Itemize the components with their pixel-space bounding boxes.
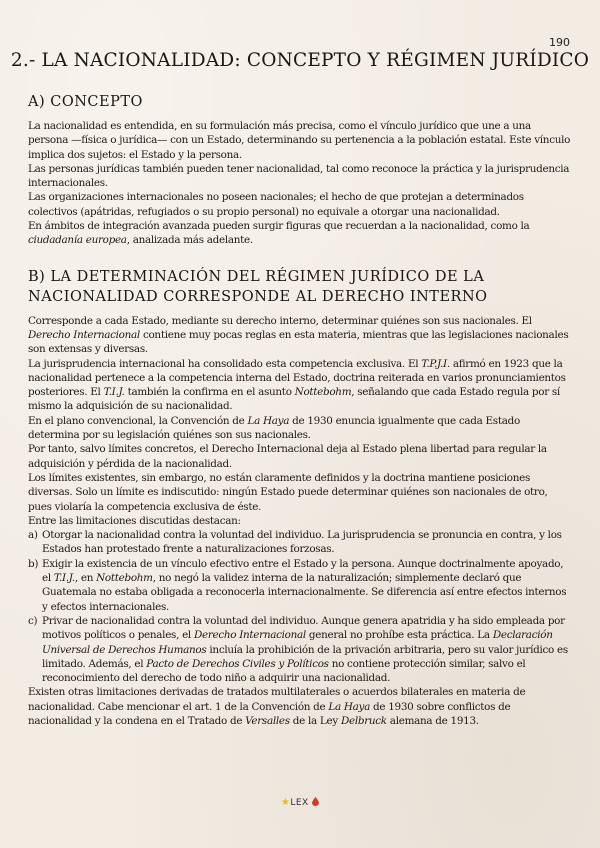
paragraph: Corresponde a cada Estado, mediante su derecho interno, determinar quiénes son sus nacionales. El Derecho Internacional contiene muy pocas reglas en esta materia, mientras que las legislaciones nacionales son extensas y diversas.: [28, 314, 569, 356]
paragraph: Por tanto, salvo límites concretos, el Derecho Internacional deja al Estado plena libertad para regular la adquisición y pérdida de la nacionalidad.: [28, 443, 547, 470]
drop-icon: [312, 797, 319, 806]
document-body: [28, 92, 572, 728]
brand-name: LEX: [290, 798, 309, 808]
list-marker: b): [28, 557, 39, 570]
paragraph: Entre las limitaciones discutidas destacan:: [28, 514, 241, 527]
paragraph: La nacionalidad es entendida, en su formulación más precisa, como el vínculo jurídico que une a una persona —física o jurídica— con un Estado, determinando su pertenencia a la población estatal. Este vínculo implica dos sujetos: el Estado y la persona.: [28, 120, 571, 161]
page-number: 190: [549, 36, 570, 49]
paragraph: Los límites existentes, sin embargo, no están claramente definidos y la doctrina mantiene posiciones diversas. Solo un límite es indiscutido: ningún Estado puede determinar quiénes son nacionales de otro, pues violaría la competencia exclusiva de éste.: [28, 471, 548, 513]
paragraph: Las organizaciones internacionales no poseen nacionales; el hecho de que protejan a determinados colectivos (apátridas, refugiados o su propio personal) no equivale a otorgar una nacionalidad.: [28, 191, 524, 218]
star-icon: ★: [280, 797, 291, 808]
paragraph: En ámbitos de integración avanzada pueden surgir figuras que recuerdan a la nacionalidad, como la ciudadanía europea, analizada más adelante.: [28, 220, 530, 247]
page-title: 2.- LA NACIONALIDAD: CONCEPTO Y RÉGIMEN JURÍDICO: [10, 50, 590, 71]
paragraph: En el plano convencional, la Convención de La Haya de 1930 enuncia igualmente que cada Estado determina por su legislación quiénes son sus nacionales.: [28, 414, 520, 442]
limitations-list: [28, 528, 572, 685]
paragraph: Las personas jurídicas también pueden tener nacionalidad, tal como reconoce la práctica y la jurisprudencia internacionales.: [28, 162, 570, 190]
list-marker: a): [28, 529, 38, 542]
list-item: c) Privar de nacionalidad contra la voluntad del individuo. Aunque genera apatridia y ha sido empleada por motivos políticos o penales, el Derecho Internacional general no prohíbe esta práctica. La Declaración Universal de Derechos Humanos incluía la prohibición de la privación arbitraria, pero su valor jurídico es limitado. Además, el Pacto de Derechos Civiles y Políticos no contiene protección similar, salvo el reconocimiento del derecho de todo niño a adquirir una nacionalidad.: [28, 614, 568, 685]
footer-logo: [0, 797, 600, 808]
paragraph: Existen otras limitaciones derivadas de tratados multilaterales o acuerdos bilaterales en materia de nacionalidad. Cabe mencionar el art. 1 de la Convención de La Haya de 1930 sobre conflictos de nacionalidad y la condena en el Tratado de Versalles de la Ley Delbruck alemana de 1913.: [28, 686, 526, 727]
list-item: b) Exigir la existencia de un vínculo efectivo entre el Estado y la persona. Aunque doctrinalmente apoyado, el T.I.J., en Nottebohm, no negó la validez interna de la naturalización; simplemente declaró que Guatemala no estaba obligada a reconocerla internacionalmente. Se diferencia así entre efectos internos y efectos internacionales.: [28, 557, 567, 613]
list-item: a) Otorgar la nacionalidad contra la voluntad del individuo. La jurisprudencia se pronuncia en contra, y los Estados han protestado frente a naturalizaciones forzosas.: [28, 529, 562, 556]
list-marker: c): [28, 614, 38, 627]
paragraph: La jurisprudencia internacional ha consolidado esta competencia exclusiva. El T.P.J.I. afirmó en 1923 que la nacionalidad pertenece a la competencia interna del Estado, doctrina reiterada en varios pronunciamientos posteriores. El T.I.J. también la confirma en el asunto Nottebohm, señalando que cada Estado regula por sí mismo la adquisición de su nacionalidad.: [28, 357, 566, 413]
section-a-heading: A) CONCEPTO: [28, 94, 143, 110]
section-b-heading: B) LA DETERMINACIÓN DEL RÉGIMEN JURÍDICO DE LA NACIONALIDAD CORRESPONDE AL DERECHO INTERNO: [28, 268, 488, 305]
